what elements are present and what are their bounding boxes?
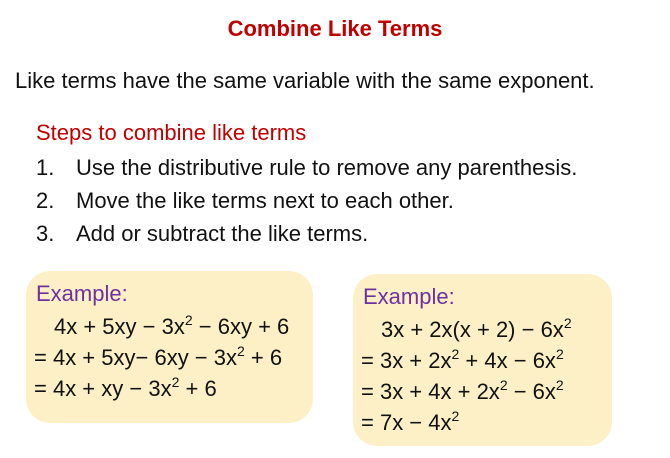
exponent-2: 2 [563,315,572,331]
equation-line: $3x + 2x(x + 2) - 6x^2$ [381,315,572,342]
example-label: Example: [363,284,455,309]
exponent-2: 2 [237,343,245,359]
step-item [36,217,577,250]
step-item [36,184,577,217]
exponent-2: 2 [451,346,460,362]
example-card-1 [26,271,313,423]
page-title: Combine Like Terms [227,16,443,41]
step-text: Move the like terms next to each other. [76,188,454,213]
equation-line: = $3x + 2x^2 + 4x - 6x^2$ [361,346,564,373]
exponent-2: 2 [184,312,193,328]
exponent-2: 2 [555,346,564,362]
equation-line: = $7x - 4x^2$ [361,408,460,435]
equation-line: = 4x + xy − $3x^2 + 6$ [34,374,217,401]
steps-list [36,151,577,250]
equation-line: = $4x + 5xy- 6xy - 3x^2 + 6$ [34,343,283,370]
step-text: Use the distributive rule to remove any parenthesis. [76,155,578,180]
example-label: Example: [36,281,128,306]
exponent-2: 2 [451,408,460,424]
intro-text: Like terms have the same variable with the same exponent. [15,68,595,93]
exponent-2: 2 [499,377,508,393]
step-text: Add or subtract the like terms. [76,221,369,246]
exponent-2: 2 [555,377,564,393]
example-card-2 [353,274,612,446]
equation-line: $4x + 5xy - 3x^2 - 6xy + 6$ [54,312,290,339]
step-number: 2. [36,188,55,213]
step-item [36,151,577,184]
steps-heading: Steps to combine like terms [36,120,307,145]
equation-line: = $3x + 4x + 2x^2 - 6x^2$ [361,377,564,404]
exponent-2: 2 [171,374,180,390]
step-number: 3. [36,221,55,246]
step-number: 1. [36,155,55,180]
